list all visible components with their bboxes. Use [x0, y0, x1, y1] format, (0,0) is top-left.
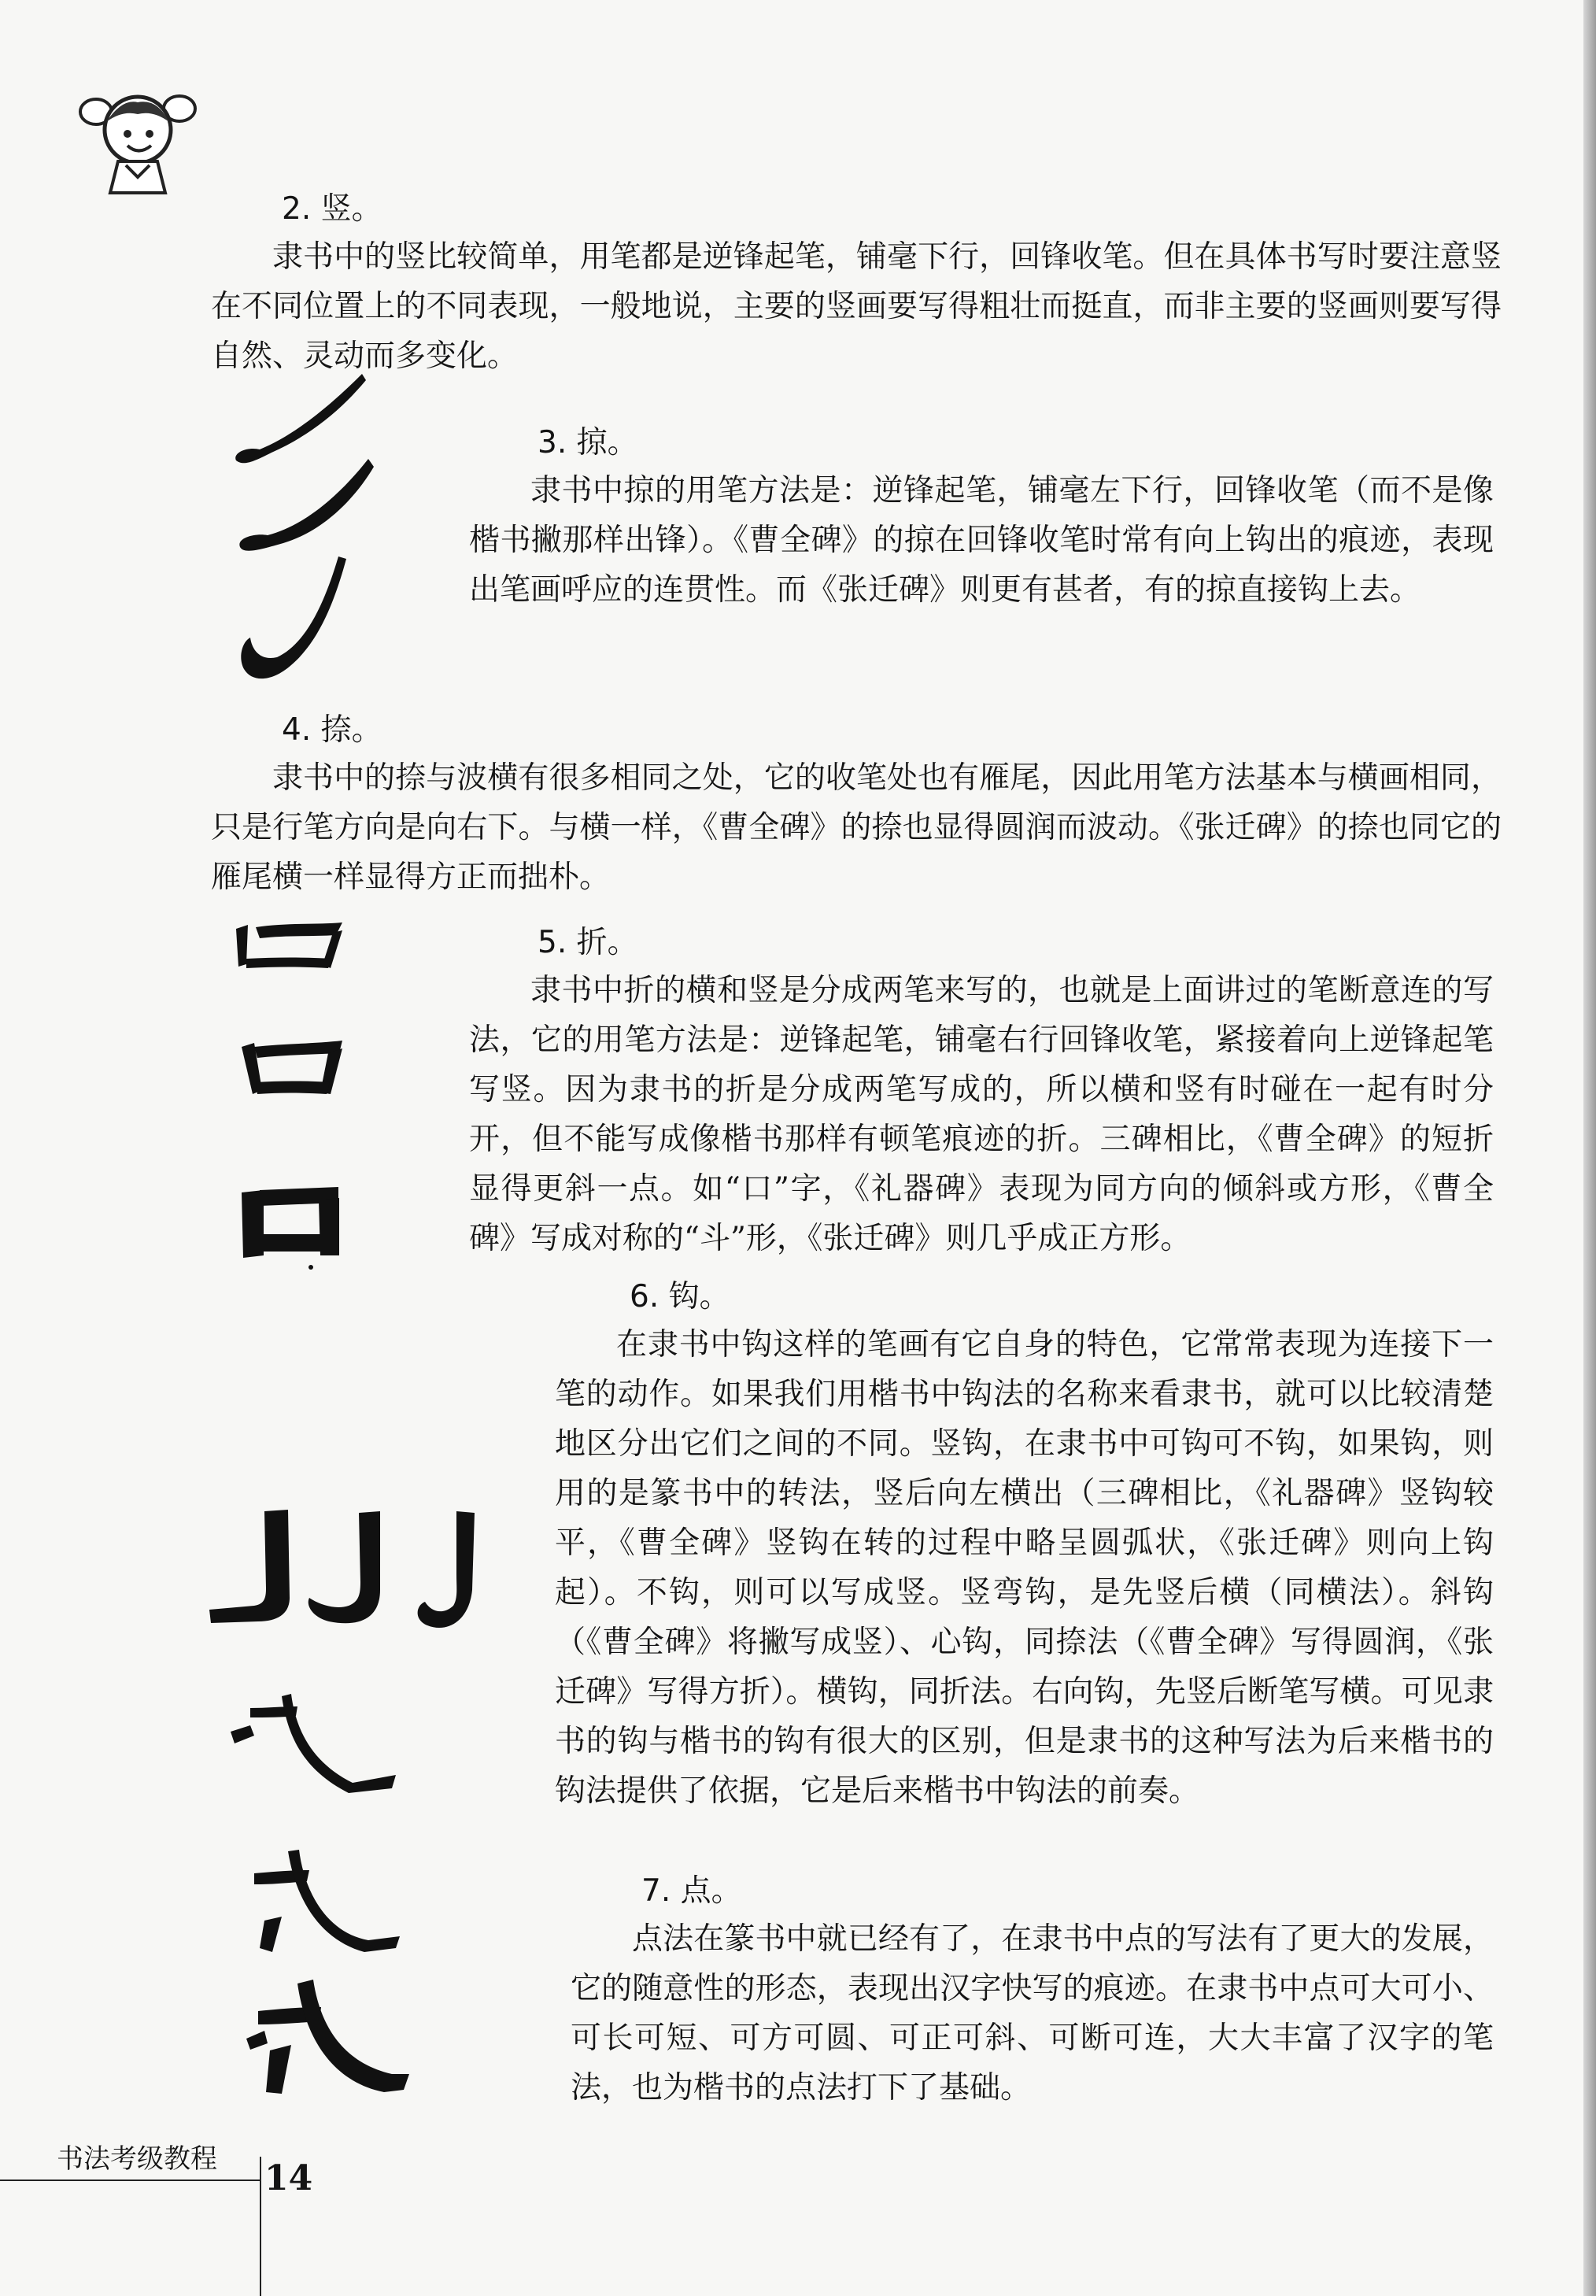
section-heading-vertical-stroke: 2. 竖。 — [282, 191, 382, 227]
book-title: 书法考级教程 — [57, 2143, 217, 2175]
gou-stroke-examples-figure — [203, 1496, 534, 2125]
section-heading-dian-stroke: 7. 点。 — [641, 1873, 742, 1909]
footer-vertical-divider — [260, 2157, 261, 2296]
footer-divider — [0, 2180, 260, 2181]
section-paragraph-dian-stroke: 点法在篆书中就已经有了，在隶书中点的写法有了更大的发展，它的随意性的形态，表现出汉字快写的痕迹。在隶书中点可大可小、可长可短、可方可圆、可正可斜、可断可连，大大丰富了汉字的笔法，也为楷书的点法打下了基础。 — [571, 1921, 1494, 2106]
lue-stroke-examples-figure — [228, 374, 401, 708]
page-edge-shadow — [1583, 0, 1596, 2296]
section-heading-zhe-stroke: 5. 折。 — [538, 925, 638, 960]
section-paragraph-zhe-stroke: 隶书中折的横和竖是分成两笔来写的，也就是上面讲过的笔断意连的写法，它的用笔方法是：逆锋起笔，铺毫右行回锋收笔，紧接着向上逆锋起笔写竖。因为隶书的折是分成两笔写成的，所以横和竖有时碰在一起有时分开，但不能写成像楷书那样有顿笔痕迹的折。三碑相比，《曹全碑》的短折显得更斜一点。如“口”字，《礼器碑》表现为同方向的倾斜或方形，《曹全碑》写成对称的“斗”形，《张迁碑》则几乎成正方形。 — [469, 973, 1494, 1256]
section-heading-lue-stroke: 3. 掠。 — [538, 425, 638, 460]
section-heading-gou-stroke: 6. 钩。 — [630, 1279, 730, 1314]
section-paragraph-na-stroke: 隶书中的捺与波横有很多相同之处，它的收笔处也有雁尾，因此用笔方法基本与横画相同，只是行笔方向是向右下。与横一样，《曹全碑》的捺也显得圆润而波动。《张迁碑》的捺也同它的雁尾横一样显得方正而拙朴。 — [211, 760, 1502, 895]
section-paragraph-vertical-stroke: 隶书中的竖比较简单，用笔都是逆锋起笔，铺毫下行，回锋收笔。但在具体书写时要注意竖在不同位置上的不同表现，一般地说，主要的竖画要写得粗壮而挺直，而非主要的竖画则要写得自然、灵动而多变化。 — [211, 239, 1502, 374]
page-number: 14 — [264, 2158, 313, 2198]
section-paragraph-gou-stroke: 在隶书中钩这样的笔画有它自身的特色，它常常表现为连接下一笔的动作。如果我们用楷书中钩法的名称来看隶书，就可以比较清楚地区分出它们之间的不同。竖钩，在隶书中可钩可不钩，如果钩，则用的是篆书中的转法，竖后向左横出（三碑相比，《礼器碑》竖钩较平，《曹全碑》竖钩在转的过程中略呈圆弧状，《张迁碑》则向上钩起）。不钩，则可以写成竖。竖弯钩，是先竖后横（同横法）。斜钩（《曹全碑》将撇写成竖）、心钩，同捺法（《曹全碑》写得圆润，《张迁碑》写得方折）。横钩，同折法。右向钩，先竖后断笔写横。可见隶书的钩与楷书的钩有很大的区别，但是隶书的这种写法为后来楷书的钩法提供了依据，它是后来楷书中钩法的前奏。 — [555, 1327, 1494, 1809]
section-heading-na-stroke: 4. 捺。 — [282, 712, 382, 748]
kou-character-examples-figure — [232, 921, 350, 1267]
section-paragraph-lue-stroke: 隶书中掠的用笔方法是：逆锋起笔，铺毫左下行，回锋收笔（而不是像楷书撇那样出锋）。《曹全碑》的掠在回锋收笔时常有向上钩出的痕迹，表现出笔画呼应的连贯性。而《张迁碑》则更有甚者，有的掠直接钩上去。 — [469, 473, 1494, 608]
mascot-girl-icon — [79, 87, 197, 197]
